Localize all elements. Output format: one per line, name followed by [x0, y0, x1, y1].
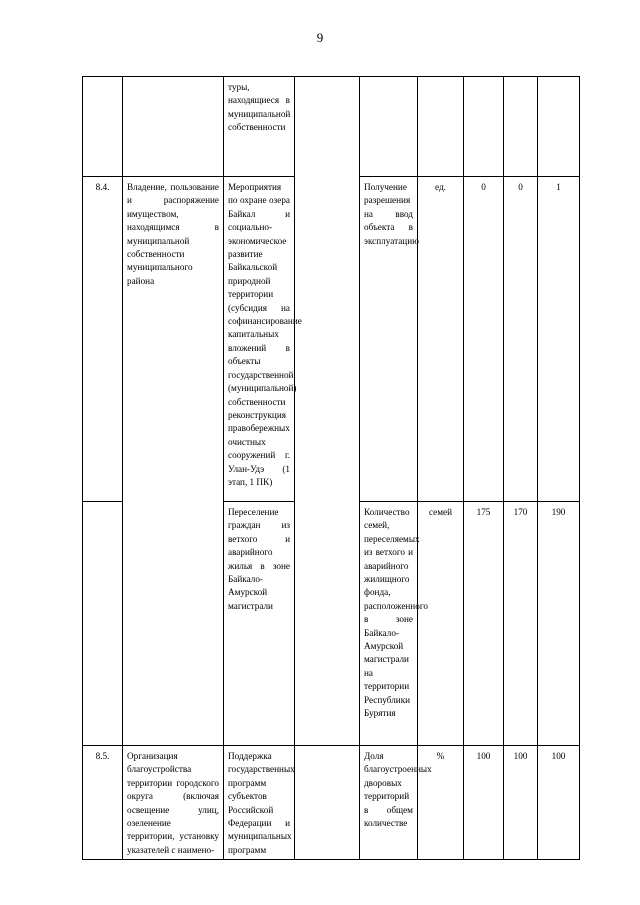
- value-cell-1: 0: [464, 177, 504, 502]
- row-number: [83, 77, 123, 177]
- indicator-cell: Доля благоустроенных дворовых территорий в общем количестве: [360, 746, 418, 860]
- row-number: 8.5.: [83, 746, 123, 860]
- unit-cell: семей: [418, 502, 464, 746]
- page-number: 9: [316, 30, 324, 45]
- value-cell-2: 100: [504, 746, 538, 860]
- task-cell: [123, 77, 224, 177]
- indicator-cell: Получение разрешения на ввод объекта в эксплуатацию: [360, 177, 418, 502]
- table-row: [83, 77, 580, 177]
- unit-cell: %: [418, 746, 464, 860]
- row-number: [83, 502, 123, 746]
- event-cell: туры, находящиеся в муниципальной собственности: [224, 77, 295, 177]
- value-cell-2: 170: [504, 502, 538, 746]
- table-row: [83, 746, 580, 860]
- value-cell-1: 100: [464, 746, 504, 860]
- event-cell: Переселение граждан из ветхого и аварийного жилья в зоне Байкало-Амурской магистрали: [224, 502, 295, 746]
- value-cell-3: 190: [538, 502, 580, 746]
- task-cell: Владение, пользование и распоряжение имуществом, находящимся в муниципальной собственности муниципального района: [123, 177, 224, 746]
- value-cell-1: 175: [464, 502, 504, 746]
- value-cell-1: [464, 77, 504, 177]
- unit-cell: ед.: [418, 177, 464, 502]
- row-number: 8.4.: [83, 177, 123, 502]
- value-cell-3: 100: [538, 746, 580, 860]
- task-cell: Организация благоустройства территории городского округа (включая освещение улиц, озеленение территории, установку указателей с наимено-: [123, 746, 224, 860]
- empty-cell: [295, 746, 360, 860]
- value-cell-3: 1: [538, 177, 580, 502]
- indicator-cell: [360, 77, 418, 177]
- value-cell-2: [504, 77, 538, 177]
- program-table: [82, 76, 580, 860]
- value-cell-3: [538, 77, 580, 177]
- event-cell: Мероприятия по охране озера Байкал и социально-экономическое развитие Байкальской природной территории (субсидия на софинансирование капитальных вложений в объекты государственной (муниципальной) собственности реконструкция правобережных очистных сооружений г. Улан-Удэ (1 этап, 1 ПК): [224, 177, 295, 502]
- value-cell-2: 0: [504, 177, 538, 502]
- event-cell: Поддержка государственных программ субъектов Российской Федерации и муниципальных программ: [224, 746, 295, 860]
- indicator-cell: Количество семей, переселяемых из ветхого и аварийного жилищного фонда, расположенного в зоне Байкало-Амурской магистрали на территории Республики Бурятия: [360, 502, 418, 746]
- empty-cell: [295, 77, 360, 746]
- unit-cell: [418, 77, 464, 177]
